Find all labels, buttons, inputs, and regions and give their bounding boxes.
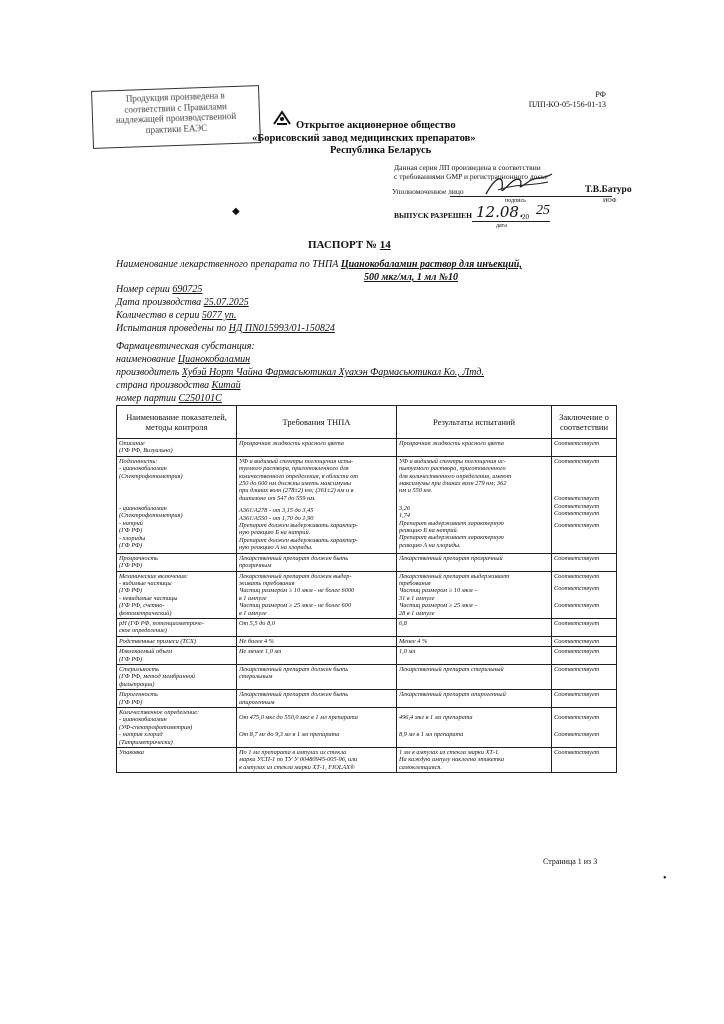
table-row	[117, 439, 617, 457]
company-line2: «Борисовский завод медицинских препаратов»	[252, 132, 476, 144]
table-cell-res	[397, 748, 552, 773]
cell-line: требования	[399, 579, 431, 587]
cell-line: 31 в 1 ампуле	[399, 594, 435, 602]
cell-line: Описание	[119, 440, 145, 447]
cell-line: Лекарственный препарат должен быть	[239, 665, 349, 673]
cell-line: От 5,5 до 8,0	[239, 619, 275, 627]
cell-line: pH (ГФ РФ, потенциометриче-	[119, 619, 204, 627]
iof-label: ИОФ	[603, 198, 617, 204]
cell-line: Не более 4 %	[239, 637, 275, 645]
cell-line: А361/А278 - от 3,15 до 3,45	[239, 507, 314, 515]
cell-line: Количественное определение:	[119, 709, 200, 716]
table-cell-res	[397, 636, 552, 646]
cell-line: Препарат выдерживает характерную	[399, 519, 504, 527]
product-name-label: Наименование лекарственного препарата по ТНПА	[116, 259, 339, 270]
cell-line: 8,9 мг в 1 мл препарата	[399, 731, 464, 739]
cell-line: нм и 550 нм.	[399, 487, 433, 495]
cell-line: Соответствует	[554, 602, 600, 610]
company-header	[252, 120, 476, 158]
cell-line: (ГФ РФ)	[119, 562, 143, 570]
company-line1: Открытое акционерное общество	[296, 120, 456, 131]
cell-line: УФ и видимый спектры поглощения испы-	[239, 457, 354, 465]
cell-line: (ГФ РФ)	[119, 542, 143, 550]
cell-line: От 8,7 мг до 9,3 мг в 1 мл препарата	[239, 731, 340, 739]
cell-line: Соответствует	[554, 440, 600, 447]
cell-line: Лекарственный препарат апирогенный	[399, 691, 506, 699]
cell-line: Не менее 1,0 мл	[239, 648, 282, 656]
cell-line: Родственные примеси (ТСХ)	[119, 637, 196, 645]
cell-line: Соответствует	[554, 714, 600, 721]
cell-line: (ГФ РФ)	[119, 587, 143, 595]
lot-row	[116, 392, 222, 405]
cell-line: пытуемого раствора, приготовленного	[399, 465, 506, 473]
table-row	[117, 690, 617, 708]
release-line1: Данная серия ЛП произведена в соответствии	[394, 163, 541, 172]
cell-line: Подлинность:	[119, 457, 158, 465]
manufacturer-value: Хубэй Норт Чайна Фармасьютикал Хуахэн Фармасьютикал Ко., Лтд.	[181, 367, 484, 378]
lot-value: C250101C	[178, 393, 222, 404]
production-date-label: Дата производства	[116, 297, 202, 308]
cell-line: туемого раствора, приготовленного для	[239, 465, 349, 473]
cell-line: Соответствует	[554, 619, 600, 627]
table-cell-res	[397, 708, 552, 748]
authorized-name: Т.В.Батуро	[585, 185, 632, 195]
cell-line: 496,4 мкг в 1 мл препарата	[399, 714, 473, 721]
cell-line: самоклеящаяся.	[399, 763, 442, 771]
stamp-line: соответствии с Правилами	[124, 100, 228, 115]
cell-line: Частиц размером ≥ 25 мкм –	[399, 602, 478, 610]
tests-value: НД ПN015993/01-150824	[228, 323, 335, 334]
table-cell-res	[397, 647, 552, 665]
cell-line: ское определение)	[119, 627, 167, 635]
tests-row	[116, 322, 335, 335]
cell-line: Лекарственный препарат стерильный	[399, 665, 504, 673]
table-cell-param	[117, 708, 237, 748]
cell-line: 28 в 1 ампуле	[399, 609, 435, 617]
table-cell-param	[117, 748, 237, 773]
cell-line: прозрачным	[239, 562, 272, 570]
cell-line: Препарат должен выдерживать характер-	[239, 536, 358, 544]
cell-line: фильтрации)	[119, 680, 155, 688]
table-cell-res	[397, 690, 552, 708]
manufacturer-label: производитель	[116, 367, 180, 378]
cell-line: при длинах волн (278±2) нм; (361±2) нм и в	[239, 487, 354, 495]
cell-line: - цианокобаламин	[119, 505, 167, 513]
lot-label: номер партии	[116, 393, 176, 404]
cell-line: Соответствует	[554, 731, 600, 739]
cell-line: - цианокобаламин	[119, 716, 167, 724]
cell-line: Лекарственный препарат выдерживает	[399, 572, 510, 580]
cell-line: Пирогенность	[119, 691, 158, 699]
cell-line: Соответствует	[554, 749, 600, 757]
table-cell-req	[237, 636, 397, 646]
cell-line: Механические включения:	[119, 572, 188, 580]
header-result: Результаты испытаний	[397, 406, 552, 439]
passport-number: 14	[379, 239, 391, 251]
substance-name-value: Цианокобаламин	[177, 354, 251, 365]
cell-line: А361/А550 - от 1,70 до 1,90	[239, 514, 314, 522]
quantity-value: 5077 уп.	[201, 310, 237, 321]
cell-line: Соответствует	[554, 457, 600, 465]
country-label: страна производства	[116, 380, 210, 391]
table-cell-concl	[552, 571, 617, 618]
production-date-value: 25.07.2025	[203, 297, 249, 308]
doc-code	[529, 90, 606, 110]
passport-title	[308, 239, 391, 251]
table-cell-concl	[552, 618, 617, 636]
cell-line: Лекарственный препарат должен выдер-	[239, 572, 352, 580]
quantity-label: Количество в серии	[116, 310, 200, 321]
release-year-prefix: 20	[522, 213, 529, 221]
cell-line: Лекарственный препарат должен быть	[239, 691, 349, 699]
cell-line: марки УСП-1 по ТУ У 00480945-005-96, или	[239, 756, 358, 764]
batch-row	[116, 283, 202, 296]
cell-line: Прозрачная жидкость красного цвета	[399, 440, 504, 447]
cell-line: количественного определения, в области от	[239, 472, 358, 480]
cell-line: стерильным	[239, 673, 273, 681]
table-cell-res	[397, 439, 552, 457]
cell-line: 1 мл в ампулах из стекла марки ХТ-1.	[399, 749, 500, 757]
cell-line: Соответствует	[554, 665, 600, 673]
cell-line: диапазоне от 547 до 559 нм.	[239, 494, 316, 502]
table-cell-res	[397, 571, 552, 618]
table-row	[117, 618, 617, 636]
table-cell-concl	[552, 647, 617, 665]
cell-line: - невидимые частицы	[119, 594, 178, 602]
cell-line: (УФ-спектрофотометрия)	[119, 723, 193, 731]
table-body	[117, 439, 617, 773]
table-cell-param	[117, 636, 237, 646]
cell-line: - натрий	[119, 519, 143, 527]
table-cell-req	[237, 690, 397, 708]
cell-line: Соответствует	[554, 522, 600, 530]
cell-line: УФ и видимый спектры поглощения ис-	[399, 457, 506, 465]
cell-line: в 1 ампуле	[239, 609, 267, 617]
cell-line: ную реакцию А на хлориды.	[239, 544, 313, 552]
cell-line: Извлекаемый объем	[119, 648, 173, 656]
table-cell-req	[237, 553, 397, 571]
tests-label: Испытания проведены по	[116, 323, 227, 334]
country-value: Китай	[211, 380, 241, 391]
cell-line: Соответствует	[554, 584, 600, 592]
cell-line: (ГФ РФ, Визуально)	[119, 447, 173, 455]
table-cell-res	[397, 553, 552, 571]
cell-line: ную реакцию Б на натрий.	[239, 529, 311, 537]
table-cell-param	[117, 618, 237, 636]
cell-line: - цианокобаламин	[119, 465, 167, 473]
cell-line: (ГФ РФ)	[119, 527, 143, 535]
cell-line: живать требования	[239, 579, 295, 587]
table-cell-param	[117, 439, 237, 457]
cell-line: Прозрачность	[119, 554, 158, 562]
cell-line: (ГФ РФ)	[119, 698, 143, 706]
cell-line: По 1 мл препарата в ампулах из стекла	[239, 749, 347, 757]
table-cell-param	[117, 664, 237, 689]
cell-line: - натрия хлорид	[119, 731, 163, 739]
passport-title-text: ПАСПОРТ №	[308, 239, 378, 251]
cell-line: Соответствует	[554, 637, 600, 645]
cell-line: в ампулах из стекла марки ХТ-1, FIOLAX®	[239, 763, 355, 771]
cell-line: Менее 4 %	[399, 637, 428, 645]
table-row	[117, 664, 617, 689]
cell-line: Соответствует	[554, 554, 600, 562]
cell-line: Препарат должен выдерживать характер-	[239, 522, 358, 530]
cell-line: (ГФ РФ)	[119, 655, 143, 663]
cell-line: реакцию Б на натрий.	[399, 527, 459, 535]
table-row	[117, 636, 617, 646]
manufacturer-row	[116, 366, 484, 379]
test-results-table	[116, 405, 617, 773]
company-line3: Республика Беларусь	[330, 145, 432, 156]
production-date-row	[116, 296, 249, 309]
stamp-line: практики ЕАЭС	[145, 122, 208, 135]
batch-value: 690725	[172, 284, 203, 295]
table-cell-req	[237, 647, 397, 665]
table-cell-req	[237, 571, 397, 618]
cell-line: Стерильность	[119, 665, 160, 673]
cell-line: в 1 ампуле	[239, 594, 267, 602]
table-cell-req	[237, 618, 397, 636]
signature-line	[450, 196, 612, 197]
cell-line: апирогенным	[239, 698, 275, 706]
signature-label: подпись	[505, 198, 526, 204]
cell-line: - видимые частицы	[119, 579, 172, 587]
cell-line: Соответствует	[554, 495, 600, 503]
cell-line: Лекарственный препарат должен быть	[239, 554, 349, 562]
table-cell-param	[117, 456, 237, 553]
authorized-label: Уполномоченное лицо	[392, 187, 464, 196]
header-requirement: Требования ТНПА	[237, 406, 397, 439]
release-year-suffix: 25	[536, 203, 550, 218]
cell-line: максимумы при длинах волн 279 нм; 362	[399, 480, 507, 488]
header-parameter: Наименование показателей, методы контроля	[117, 406, 237, 439]
cell-line: Препарат выдерживает характерную	[399, 534, 504, 542]
cell-line: 3,26	[399, 504, 411, 512]
table-header-row	[117, 406, 617, 439]
table-cell-concl	[552, 636, 617, 646]
table-cell-res	[397, 664, 552, 689]
gmp-stamp	[91, 85, 261, 149]
table-cell-concl	[552, 748, 617, 773]
batch-label: Номер серии	[116, 284, 170, 295]
cell-line: для количественного определения, имеют	[399, 472, 512, 480]
stamp-line: надлежащей производственной	[115, 110, 237, 126]
corner-mark: •	[663, 873, 667, 884]
product-name-row	[116, 258, 522, 271]
cell-line: 6,8	[399, 619, 407, 627]
table-cell-res	[397, 456, 552, 553]
table-cell-param	[117, 647, 237, 665]
release-date: 12.08.	[476, 203, 524, 221]
table-cell-concl	[552, 664, 617, 689]
cell-line: Частиц размером ≥ 10 мкм - не более 6000	[239, 587, 355, 595]
cell-line: Лекарственный препарат прозрачный	[399, 554, 503, 562]
table-cell-param	[117, 571, 237, 618]
table-cell-concl	[552, 439, 617, 457]
cell-line: (ГФ РФ, счетно-	[119, 602, 165, 610]
table-row	[117, 708, 617, 748]
cell-line: фотометрический)	[119, 609, 172, 617]
cell-line: (ГФ РФ, метод мембранной	[119, 673, 195, 681]
table-cell-concl	[552, 456, 617, 553]
table-row	[117, 553, 617, 571]
date-line	[472, 221, 550, 222]
cell-line: реакцию А на хлориды.	[399, 541, 461, 549]
release-label: ВЫПУСК РАЗРЕШЕН	[394, 211, 472, 220]
table-cell-concl	[552, 553, 617, 571]
cell-line: Соответствует	[554, 510, 600, 518]
table-cell-req	[237, 456, 397, 553]
doc-code-value: ПЛП-КО-05-156-01-13	[528, 100, 606, 109]
cell-line: 1,0 мл	[399, 648, 416, 656]
table-cell-concl	[552, 690, 617, 708]
cell-line: 250 до 600 нм должны иметь максимумы	[239, 480, 352, 488]
cell-line: Частиц размером ≥ 25 мкм - не более 600	[239, 602, 351, 610]
country-row	[116, 379, 241, 392]
product-name-value2: 500 мкг/мл, 1 мл №10	[364, 272, 459, 283]
header-conclusion: Заключение о соответствии	[552, 406, 617, 439]
table-row	[117, 748, 617, 773]
cell-line: (Спектрофотометрия)	[119, 512, 183, 520]
table-cell-req	[237, 439, 397, 457]
table-cell-req	[237, 748, 397, 773]
table-cell-res	[397, 618, 552, 636]
stamp-line: Продукция произведена в	[125, 90, 225, 104]
table-row	[117, 571, 617, 618]
cell-line: Упаковка	[119, 749, 144, 757]
table-row	[117, 647, 617, 665]
cell-line: Соответствует	[554, 691, 600, 699]
cell-line: Соответствует	[554, 648, 600, 656]
product-name-value: Цианокобаламин раствор для инъекций,	[340, 259, 522, 270]
cell-line: (Титриметрически)	[119, 738, 173, 746]
cell-line: Частиц размером ≥ 10 мкм –	[399, 587, 478, 595]
cell-line: (Спектрофотометрия)	[119, 472, 183, 480]
table-cell-req	[237, 708, 397, 748]
company-logo-icon	[272, 110, 292, 126]
table-cell-param	[117, 553, 237, 571]
substance-name-row	[116, 353, 250, 366]
date-label: дата	[496, 223, 507, 229]
bullet-mark: ◆	[232, 206, 240, 217]
quantity-row	[116, 309, 236, 322]
cell-line: 1,74	[399, 512, 411, 520]
cell-line: Соответствует	[554, 572, 600, 580]
cell-line: От 475,0 мкг до 550,0 мкг в 1 мл препарата	[239, 714, 358, 721]
substance-name-label: наименование	[116, 354, 176, 365]
release-line2: с требованиями GMP и регистрационного досье	[394, 172, 548, 181]
table-cell-req	[237, 664, 397, 689]
page-counter: Страница 1 из 3	[543, 857, 598, 866]
table-cell-concl	[552, 708, 617, 748]
substance-heading: Фармацевтическая субстанция:	[116, 341, 255, 352]
cell-line: Прозрачная жидкость красного цвета	[239, 440, 344, 447]
table-cell-param	[117, 690, 237, 708]
cell-line: Соответствует	[554, 502, 600, 510]
cell-line: На каждую ампулу наклеена этикетка	[399, 756, 505, 764]
table-row	[117, 456, 617, 553]
doc-country: РФ	[595, 90, 606, 99]
cell-line: - хлориды	[119, 534, 146, 542]
